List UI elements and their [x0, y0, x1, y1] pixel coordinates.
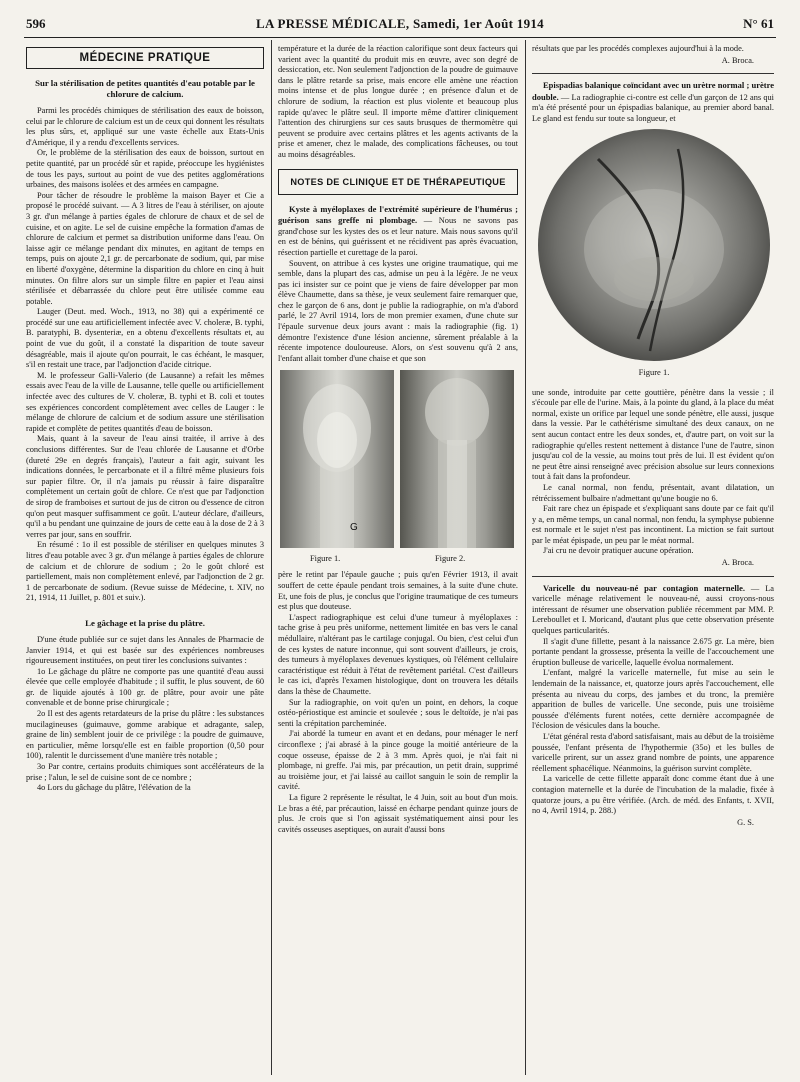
paragraph: 4o Lors du gâchage du plâtre, l'élévation de la: [37, 783, 191, 793]
paragraph: J'ai cru ne devoir pratiquer aucune opération.: [543, 546, 694, 556]
separator: [532, 73, 774, 74]
paragraph: [532, 80, 774, 124]
paragraph: Mais, quant à la saveur de l'eau ainsi traitée, il arrive à des conclusions différentes. Sur de l'eau chlorée de Lausanne et d'Orbe (dureté 29e en degrés français), l'auteur a fait agir, suivant les indications données, le percarbonate et il a filtré même plusieurs fois sur papier filtre. Or, il n'a jamais pu réussir à faire disparaître complètement un certain goût de chlore. Ce n'est que par l'adjonction de sirop de framboises et surtout de jus de citron ou d'essence de citron qu'on peut masquer suffisamment ce goût. L'auteur déclare, d'ailleurs, qu'il a bu pendant une quinzaine de jours de cette eau à la dose de 2 à 3 verres par jour, sans en souffrir.: [26, 434, 264, 539]
journal-title: LA PRESSE MÉDICALE, Samedi, 1er Août 1914: [256, 16, 544, 31]
article-lead: — La varicelle ménage relativement le nouveau-né, aussi croyons-nous intéressant de résumer une observation publiée récemment par MM. P. Lereboullet et I. Moricand, d'autant plus que cette observation présente quelques particularités.: [532, 583, 774, 636]
paragraph: D'une étude publiée sur ce sujet dans les Annales de Pharmacie de Janvier 1914, et qui est basée sur des expériences nombreuses rigoureusement instituées, on peut tirer les conclusions suivantes :: [26, 634, 264, 666]
paragraph: L'état général resta d'abord satisfaisant, mais au début de la troisième poussée, l'enfant présenta de l'hypothermie (35o) et les bulles de varicelle prirent, sur un assez grand nombre de points, une apparence réellement sphacélique. Néanmoins, la guérison survint complète.: [532, 731, 774, 773]
column-3: [532, 44, 774, 1074]
section-title-notes-clinique: NOTES DE CLINIQUE ET DE THÉRAPEUTIQUE: [278, 169, 518, 195]
paragraph: La varicelle de cette fillette apparaît donc comme étant due à une contagion maternelle et la durée de l'incubation de la maladie, fixée à quatorze jours, a pu être vérifiée. (Arch. de méd. des Enfants, t. XVII, no 4, Avril 1914, p. 288.): [532, 774, 774, 816]
author-signature: A. Broca.: [721, 55, 754, 65]
paragraph: Fait rare chez un épispade et s'expliquant sans doute par ce fait qu'il y a, en même temps, un canal normal, non fendu, la symphyse pubienne est normale et le sujet n'est pas incontinent. La miction se fait surtout par le méat épispade, un peu par le méat normal.: [532, 504, 774, 545]
paragraph: Lauger (Deut. med. Woch., 1913, no 38) qui a expérimenté ce procédé sur une eau artificiellement infectée avec V. choleræ, B. typhi, B. paratyphi, B. dysenteriæ, en a obtenu d'excellents résultats et, au point de vue du goût, il a constaté la disparition de toute saveur désagréable, mais il ajoute qu'on pourrait, le cas échéant, le masquer, s'il en restait une trace, par l'adjonction d'acide citrique.: [26, 307, 264, 370]
column-divider: [525, 40, 526, 1075]
paragraph: La figure 2 représente le résultat, le 4 Juin, soit au bout d'un mois. Le bras a été, par précaution, laissé en écharpe pendant quinze jours de plus. Je crois que si l'on agissait systématiquement ainsi pour les cavités osseuses aseptiques, on aurait d'aussi bons: [278, 792, 518, 834]
paragraph: Or, le problème de la stérilisation des eaux de boisson, surtout en petite quantité, par un procédé sûr et rapide, préoccupe les hygiénistes de tous les pays, surtout au point de vue des petites agglomérations urbaines, des maisons isolées et des armées en campagne.: [26, 148, 264, 190]
paragraph: température et la durée de la réaction calorifique sont deux facteurs qui varient avec la quantité du produit mis en œuvre, avec son degré de dessiccation, etc. Non seulement l'adjonction de la poudre de guimauve dans le plâtre retarde sa prise, mais encore elle amène une réaction moins intense et de plus longue durée ; en présence d'alun et de chlorure de sodium, la réaction est plus violente et beaucoup plus rapide qu'avec le plâtre seul. Il importe même d'attirer cliniquement l'attention des chirurgiens sur ces sauts brusques de thermomètre qui peuvent se produire avec certains plâtres et les agents activants de la prise et amener, chez le malade, des complications fâcheuses, ou tout au moins désagréables.: [278, 44, 518, 159]
paragraph: Parmi les procédés chimiques de stérilisation des eaux de boisson, celui par le chlorure de calcium est un de ceux qui donnent les résultats les plus sûrs, et, appliqué sur une vaste échelle aux Etats-Unis d'Amérique, il y a rendu d'excellents services.: [26, 106, 264, 147]
paragraph: 3o Par contre, certains produits chimiques sont accélérateurs de la prise ; l'alun, le sel de cuisine sont de ce nombre ;: [26, 762, 264, 782]
header-rule: [24, 37, 776, 38]
paragraph: 2o Il est des agents retardateurs de la prise du plâtre : les substances mucilagineuses (guimauve, gomme arabique et adragante, salep, graine de lin) semblent jouir de ce privilège : la poudre de guimauve, en particulier, même lorsqu'elle est en faible proportion (0,50 pour 100), ralentit le durcissement d'une manière très notable ;: [26, 709, 264, 761]
column-2: [278, 44, 518, 1074]
paragraph: une sonde, introduite par cette gouttière, pénètre dans la vessie ; il s'écoule par elle de l'urine. Mais, à la pointe du gland, à la place du méat normal, existe un orifice par lequel une sonde pénètre, elle aussi, jusque dans la vessie. Par le cathétérisme simultané des deux canaux, on ne sent aucun contact entre les deux sondes, et, d'autre part, on voit sur la radiographie qu'elles restent nettement à distance l'une de l'autre, sinon jusqu'au col de la vessie, au moins tout près de lui. Il est évident qu'on ne peut être ainsi renseigné avec précision absolue sur leurs connexions tout à fait dans la profondeur.: [532, 387, 774, 482]
paragraph: Souvent, on attribue à ces kystes une origine traumatique, qui me semble, dans la plupart des cas, admise un peu à la légère. Je ne veux pas ici insister sur ce point que je viens de faire développer par mon élève Chaumette, dans sa thèse, je veux seulement faire remarquer que, chez le garçon de 6 ans, dont je publie la radiographie, on m'a d'abord parlé, le 27 Avril 1914, lors de mon premier examen, d'une chute sur l'épaule survenue deux jours avant : mais la radiographie (fig. 1) démontre l'existence d'une lésion ancienne, sûrement préalable à la récente impotence douloureuse. Alors, on s'est souvenu qu'à 2 ans, l'enfant allait tomber d'une chaise et que son: [278, 258, 518, 363]
article-title-sterilisation: Sur la stérilisation de petites quantités d'eau potable par le chlorure de calcium.: [35, 78, 255, 99]
xray-figures: [280, 370, 516, 570]
paragraph: [532, 583, 774, 637]
radiograph-image: [538, 129, 770, 361]
paragraph: [278, 204, 518, 259]
page-header: [26, 16, 774, 34]
article-title-varicelle: Varicelle du nouveau-né par contagion maternelle.: [543, 582, 745, 593]
xray-figure-2: [400, 370, 514, 548]
paragraph: Il s'agit d'une fillette, pesant à la naissance 2.675 gr. La mère, bien portante pendant la grossesse, présenta la veille de l'accouchement une éruption bulleuse de varicelle, laquelle évolua normalement.: [532, 636, 774, 667]
author-signature: G. S.: [737, 817, 754, 827]
paragraph: J'ai abordé la tumeur en avant et en dedans, pour ménager le nerf circonflexe ; j'ai abrasé à la pince gouge la moitié antérieure de la coque osseuse, épaisse de 2 à 3 mm. Après quoi, je n'ai fait ni plombage, ni greffe. J'ai mis, par précaution, un petit drain, supprimé au troisième jour, et j'ai laissé au caillot sanguin le soin de remplir la cavité.: [278, 729, 518, 792]
xray-marker: G: [350, 522, 358, 534]
paragraph: résultats que par les procédés complexes aujourd'hui à la mode.: [532, 44, 744, 53]
paragraph: Pour tâcher de résoudre le problème la maison Bayer et Cie a proposé le procédé suivant. — A 3 litres de l'eau à stériliser, on ajoute 3 gr. d'un mélange à parties égales de chlorure de chaux et de sel de cuisine, et on agite. Le sel de cuisine empêche la formation d'amas de chlorure de calcium et permet sa distribution uniforme dans l'eau. On laisse agir ce mélange pendant dix minutes, en agitant de temps en temps, puis on ajoute 2,1 gr. de percarbonate de sodium, qui, par mise en liberté d'oxygène, détermine la disparition du chlore en cinq à huit minutes. On filtre alors sur un simple filtre en papier et l'eau ainsi stérilisée et débarrassée du chlore peut être utilisée comme eau potable.: [26, 190, 264, 306]
paragraph: L'aspect radiographique est celui d'une tumeur à myéloplaxes : tache grise à peu près uniforme, nettement limitée en bas vers le canal médullaire, n'altérant pas le cartilage conjugal. Ou bien, c'est celui d'un de ces kystes de nature inconnue, qui sont souvent d'ailleurs, je crois, des tumeurs à myéloplaxes devenues kystiques, où l'élément cellulaire caractéristique est réduit à l'état de revêtement pariétal. C'est d'ailleurs le cas ici, d'après l'examen histologique, dont on trouvera les détails dans la thèse de Chaumette.: [278, 612, 518, 696]
figure-caption: Figure 1.: [310, 554, 341, 564]
article-title-epispadias: Epispadias balanique coïncidant avec un urètre normal ; urètre double.: [532, 80, 774, 102]
paragraph: M. le professeur Galli-Valerio (de Lausanne) a refait les mêmes essais avec l'eau de la ville de Lausanne, telle quelle ou artificiellement infectée avec des cultures de V. choleræ, B. typhi et B. coli et toutes ses expériences concordent complètement avec celles de Lauger : le mélange de chlorure de calcium et de sodium assure une stérilisation rapide et complète de petites quantités d'eau de boisson.: [26, 370, 264, 433]
article-title-platre: Le gâchage et la prise du plâtre.: [85, 617, 205, 628]
issue-number: N° 61: [743, 16, 774, 31]
paragraph: L'enfant, malgré la varicelle maternelle, fut mise au sein le lendemain de la naissance, et, quatorze jours après l'accouchement, elle présenta au niveau du corps, des jambes et du tronc, la première apparition de bulles de varicelle. Une seconde, puis une troisième poussée d'éléments furent notées, cette dernière accompagnée de l'éclosion de vésicules dans la bouche.: [532, 668, 774, 731]
section-title-medecine-pratique: MÉDECINE PRATIQUE: [26, 47, 264, 69]
article-title-kyste: Kyste à myéloplaxes de l'extrémité supérieure de l'humérus ; guérison sans greffe ni plombage.: [278, 203, 518, 226]
paragraph: En résumé : 1o il est possible de stériliser en quelques minutes 3 litres d'eau potable avec 3 gr. d'un mélange à parties égales de chlorure de calcium et de chlorure de sodium ; 2o le goût chloré est partiellement, mais non complètement enlevé, par l'adjonction de 2 gr. 1 de percarbonate de sodium. (Revue suisse de Médecine, t. XIV, no 21, 1914, 11 Juillet, p. 801 et suiv.).: [26, 540, 264, 603]
figure-caption: Figure 1.: [638, 366, 670, 377]
radiograph-figure: [532, 129, 774, 388]
humerus-xray-image: [400, 370, 514, 548]
column-1: [26, 44, 264, 1074]
article-lead: — La radiographie ci-contre est celle d'un garçon de 12 ans qui m'a été présenté pour un épispadias balanique, au premier abord banal. Le gland est fendu sur toute sa longueur, et: [532, 92, 774, 123]
catheter-xray-image: [538, 129, 770, 361]
article-lead: — Nous ne savons pas grand'chose sur les kystes des os et leur nature. Mais nous savons qu'il en est de bénins, qui guérissent et ne récidivent pas après évacuation, résection partielle et curettage de la paroi.: [278, 216, 518, 257]
page-number: 596: [26, 16, 46, 31]
paragraph: Sur la radiographie, on voit qu'en un point, en dehors, la coque ostéo-périostique est amincie et soulevée ; sous le deltoïde, je n'ai pas senti la crépitation parcheminée.: [278, 697, 518, 728]
humerus-xray-image: [280, 370, 394, 548]
paragraph: père le retint par l'épaule gauche ; puis qu'en Février 1913, il avait souffert de cette épaule pendant trois semaines, à la suite d'une chute. Et, une fois de plus, je conclus que l'origine traumatique de ces tumeurs est plus que douteuse.: [278, 570, 518, 612]
paragraph: 1o Le gâchage du plâtre ne comporte pas une quantité d'eau aussi élevée que celle employée d'habitude ; il suffit, le plus souvent, de 60 gr. de liquide ajoutés à 100 gr. de plâtre, pour avoir une pâte convenable et de bonne prise chirurgicale ;: [26, 666, 264, 708]
figure-caption: Figure 2.: [435, 554, 466, 564]
column-divider: [271, 40, 272, 1075]
author-signature: A. Broca.: [721, 558, 754, 568]
xray-figure-1: [280, 370, 394, 548]
paragraph: Le canal normal, non fendu, présentait, avant dilatation, un rétrécissement bulbaire n'admettant qu'une bougie no 6.: [532, 482, 774, 503]
separator: [532, 576, 774, 577]
